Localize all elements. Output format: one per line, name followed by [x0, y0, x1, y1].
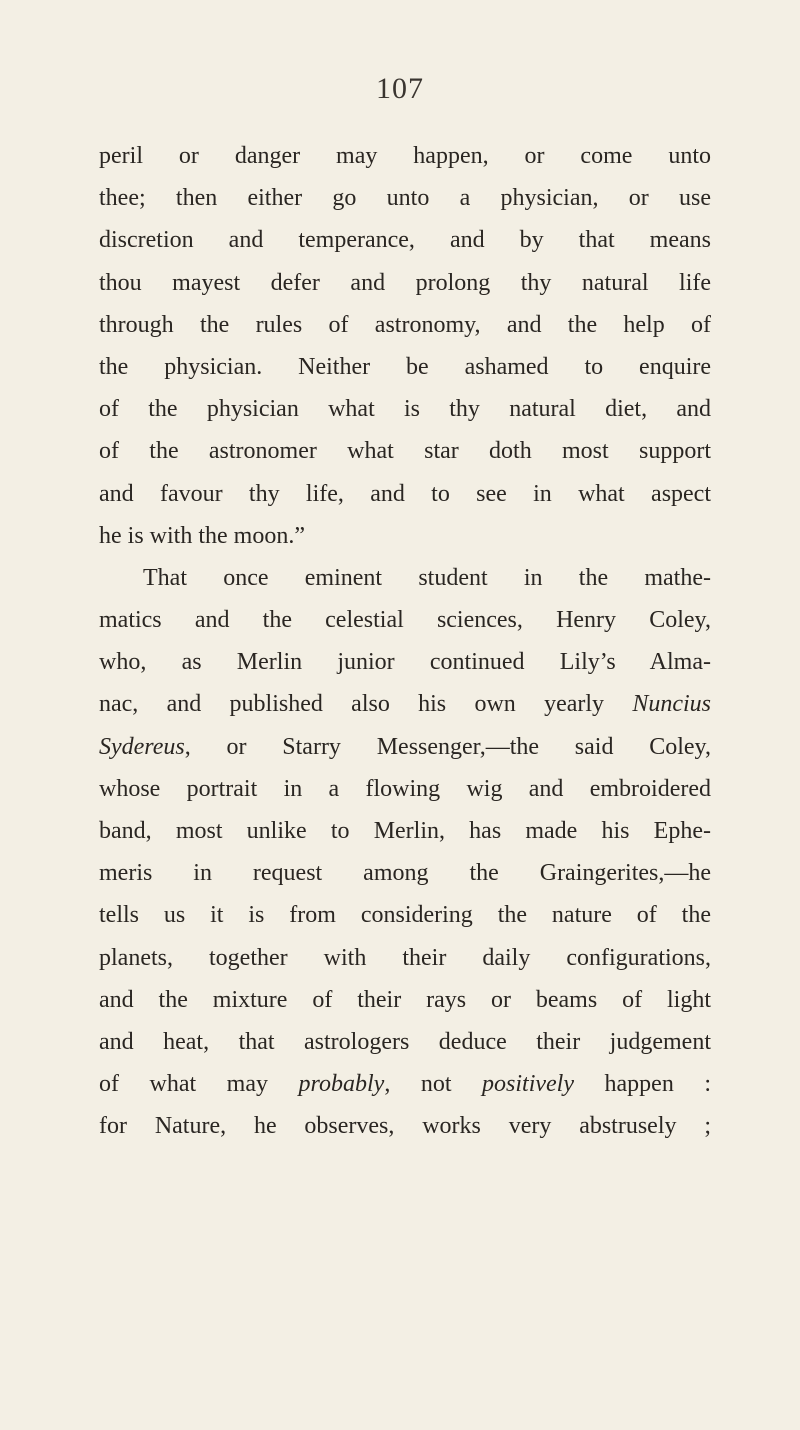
page-number: 107 [376, 72, 424, 105]
text-segment: of what may [99, 1071, 299, 1098]
text-segment: and heat, that astrologers deduce their judgement [99, 1028, 711, 1055]
text-line [99, 768, 711, 810]
text-segment: discretion and temperance, and by that means [99, 227, 711, 254]
text-line [99, 304, 711, 346]
text-line [99, 979, 711, 1021]
text-segment: thee; then either go unto a physician, or use [99, 185, 711, 212]
text-line [99, 852, 711, 894]
text-segment: and the mixture of their rays or beams of light [99, 986, 711, 1013]
text-line [99, 515, 711, 557]
text-segment: meris in request among the Graingerites,—he [99, 860, 711, 887]
text-segment: who, as Merlin junior continued Lily’s Alma- [99, 649, 711, 676]
text-line [99, 937, 711, 979]
text-segment: , or Starry Messenger,—the said Coley, [184, 733, 711, 760]
text-line [99, 599, 711, 641]
text-segment: , not [384, 1071, 483, 1098]
text-segment: and favour thy life, and to see in what aspect [99, 480, 711, 507]
text-line [99, 473, 711, 515]
text-segment: for Nature, he observes, works very abstrusely ; [99, 1113, 711, 1140]
text-segment: nac, and published also his own yearly [99, 691, 633, 718]
text-segment: happen : [574, 1071, 712, 1098]
text-line [99, 135, 711, 177]
text-line [99, 641, 711, 683]
italic-text: Nuncius [632, 691, 711, 718]
text-segment: peril or danger may happen, or come unto [99, 143, 711, 169]
text-line [99, 388, 711, 430]
text-segment: of the physician what is thy natural diet, and [99, 396, 711, 423]
text-line [99, 557, 711, 599]
text-segment: band, most unlike to Merlin, has made his Ephe- [99, 818, 711, 844]
text-segment: matics and the celestial sciences, Henry Coley, [99, 607, 711, 634]
text-line [99, 683, 711, 725]
text-line [99, 1021, 711, 1063]
text-segment: whose portrait in a flowing wig and embroidered [99, 775, 711, 802]
text-segment: of the astronomer what star doth most support [99, 438, 711, 465]
text-line [99, 177, 711, 219]
italic-text: Sydereus [99, 733, 185, 760]
text-segment: tells us it is from considering the nature of the [99, 902, 711, 929]
text-line [99, 1063, 711, 1105]
text-segment: through the rules of astronomy, and the help of [99, 311, 711, 338]
text-line [99, 346, 711, 388]
text-segment: the physician. Neither be ashamed to enquire [99, 353, 711, 380]
text-segment: thou mayest defer and prolong thy natural life [99, 269, 711, 296]
text-line [99, 810, 711, 852]
text-line [99, 1105, 711, 1147]
text-line [99, 726, 711, 768]
text-line [99, 262, 711, 304]
body-text [99, 135, 711, 1148]
text-line [99, 894, 711, 936]
text-segment: That once eminent student in the mathe- [143, 564, 711, 591]
text-segment: he is with the moon.” [99, 522, 305, 549]
italic-text: positively [482, 1071, 574, 1098]
text-segment: planets, together with their daily configurations, [99, 944, 711, 971]
text-line [99, 219, 711, 261]
text-line [99, 430, 711, 472]
italic-text: probably [298, 1071, 385, 1098]
